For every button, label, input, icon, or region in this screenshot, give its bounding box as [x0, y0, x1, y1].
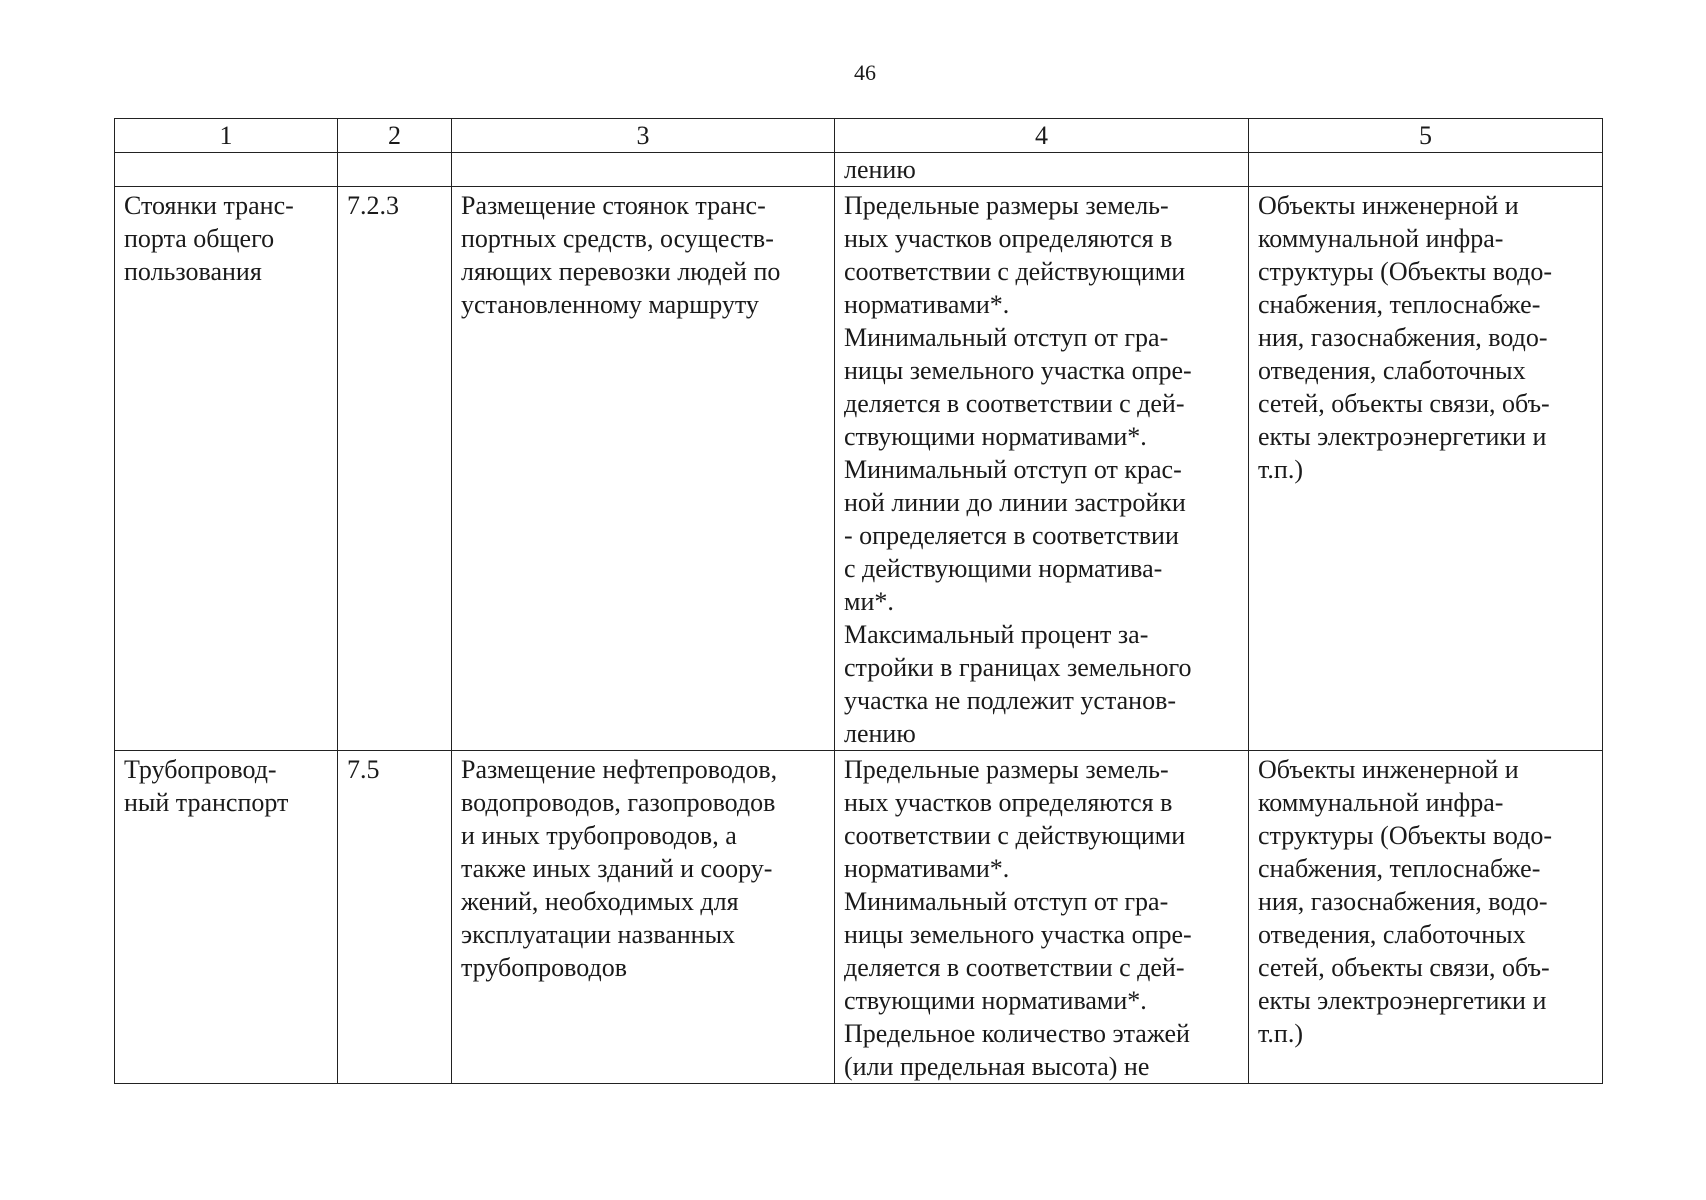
- table-header-row: [115, 119, 1603, 153]
- description-cell: Размещение нефтепроводов, водопроводов, газопроводов и иных трубопроводов, а также иных зданий и соору- жений, необходимых для эксплуатации названных трубопроводов: [452, 751, 835, 1084]
- column-header: 1: [115, 119, 338, 153]
- table-cell: [338, 153, 452, 187]
- code-cell: 7.5: [338, 751, 452, 1084]
- continuation-row: [115, 153, 1603, 187]
- table-row: [115, 187, 1603, 751]
- page-number: 46: [854, 60, 876, 85]
- parameters-cell: Предельные размеры земель- ных участков определяются в соответствии с действующими нормативами*. Минимальный отступ от гра- ницы земельного участка опре- деляется в соответствии с дей- ствующими нормативами*. Предельное количество этажей (или предельная высота) не: [835, 751, 1249, 1084]
- column-header: 3: [452, 119, 835, 153]
- column-header: 2: [338, 119, 452, 153]
- table-cell: [1249, 153, 1603, 187]
- auxiliary-uses-cell: Объекты инженерной и коммунальной инфра- структуры (Объекты водо- снабжения, теплоснабже- ния, газоснабжения, водо- отведения, слаботочных сетей, объекты связи, объ- екты электроэнергетики и т.п.): [1249, 751, 1603, 1084]
- land-use-name-cell: Стоянки транс- порта общего пользования: [115, 187, 338, 751]
- auxiliary-uses-cell: Объекты инженерной и коммунальной инфра- структуры (Объекты водо- снабжения, теплоснабже- ния, газоснабжения, водо- отведения, слаботочных сетей, объекты связи, объ- екты электроэнергетики и т.п.): [1249, 187, 1603, 751]
- column-header: 4: [835, 119, 1249, 153]
- code-cell: 7.2.3: [338, 187, 452, 751]
- table-cell: лению: [835, 153, 1249, 187]
- table-cell: [115, 153, 338, 187]
- table-row: [115, 751, 1603, 1084]
- description-cell: Размещение стоянок транс- портных средств, осуществ- ляющих перевозки людей по установленному маршруту: [452, 187, 835, 751]
- land-use-name-cell: Трубопровод- ный транспорт: [115, 751, 338, 1084]
- parameters-cell: Предельные размеры земель- ных участков определяются в соответствии с действующими нормативами*. Минимальный отступ от гра- ницы земельного участка опре- деляется в соответствии с дей- ствующими нормативами*. Минимальный отступ от крас- ной линии до линии застройки - определяется в соответствии с действующими норматива- ми*. Максимальный процент за- стройки в границах земельного участка не подлежит установ- лению: [835, 187, 1249, 751]
- regulations-table: [114, 118, 1603, 1084]
- table-cell: [452, 153, 835, 187]
- column-header: 5: [1249, 119, 1603, 153]
